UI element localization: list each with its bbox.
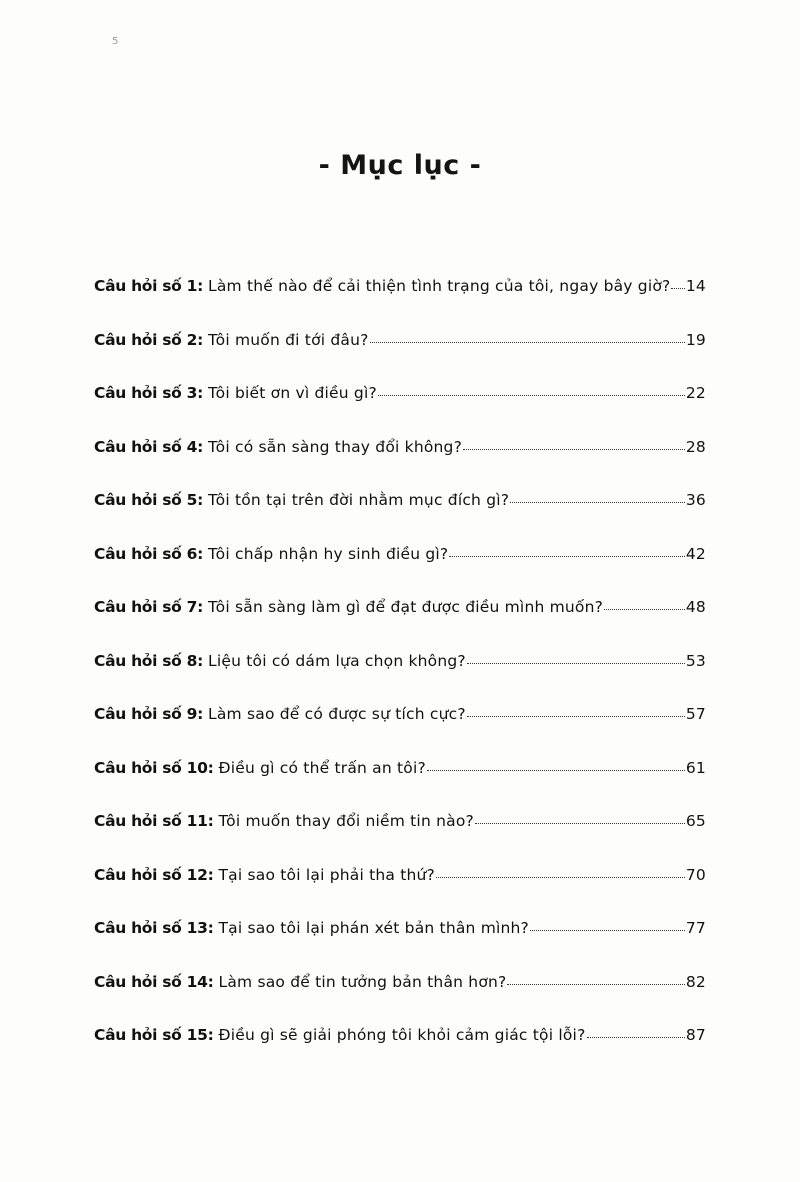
toc-entry-title: Tại sao tôi lại phải tha thứ?	[218, 865, 435, 884]
toc-entry	[94, 487, 706, 541]
toc-entry-page-number: 82	[685, 972, 706, 991]
toc-dot-leader	[427, 769, 685, 771]
toc-dot-leader	[530, 929, 685, 931]
toc-entry-title: Tôi muốn đi tới đâu?	[208, 330, 369, 349]
toc-dot-leader	[507, 983, 684, 985]
toc-entry-page-number: 14	[685, 277, 706, 295]
table-of-contents	[94, 273, 706, 1076]
toc-entry-label: Câu hỏi số 11:	[94, 812, 214, 830]
toc-entry-title: Tôi sẵn sàng làm gì để đạt được điều mình muốn?	[208, 598, 604, 616]
toc-entry	[94, 648, 706, 702]
toc-entry-page-number: 65	[685, 812, 706, 830]
toc-entry-page-number: 57	[685, 705, 706, 723]
toc-entry-page-number: 19	[685, 330, 706, 349]
toc-entry-page-number: 53	[685, 651, 706, 670]
toc-entry-title: Tôi tồn tại trên đời nhằm mục đích gì?	[208, 491, 510, 509]
toc-entry-label: Câu hỏi số 5:	[94, 491, 204, 509]
toc-entry-label: Câu hỏi số 9:	[94, 705, 204, 723]
toc-entry	[94, 755, 706, 809]
toc-entry	[94, 273, 706, 327]
toc-entry-page-number: 70	[685, 865, 706, 884]
toc-entry	[94, 915, 706, 969]
toc-dot-leader	[370, 341, 685, 343]
toc-dot-leader	[436, 876, 685, 878]
toc-entry-label: Câu hỏi số 15:	[94, 1026, 214, 1044]
toc-entry-title: Tôi biết ơn vì điều gì?	[208, 384, 377, 402]
toc-entry-title: Làm thế nào để cải thiện tình trạng của tôi, ngay bây giờ?	[208, 277, 671, 295]
toc-entry-page-number: 77	[685, 919, 706, 937]
toc-entry-label: Câu hỏi số 8:	[94, 651, 204, 670]
toc-entry-label: Câu hỏi số 1:	[94, 277, 204, 295]
toc-dot-leader	[467, 715, 685, 717]
toc-dot-leader	[463, 448, 685, 450]
toc-dot-leader	[475, 822, 685, 824]
toc-entry-label: Câu hỏi số 13:	[94, 919, 214, 937]
toc-entry	[94, 541, 706, 595]
toc-entry-label: Câu hỏi số 14:	[94, 972, 214, 991]
toc-entry-title: Làm sao để tin tưởng bản thân hơn?	[218, 972, 507, 991]
toc-dot-leader	[467, 662, 685, 664]
toc-entry-label: Câu hỏi số 6:	[94, 544, 204, 563]
toc-dot-leader	[378, 394, 685, 396]
toc-entry-title: Làm sao để có được sự tích cực?	[208, 705, 466, 723]
toc-entry-page-number: 22	[685, 384, 706, 402]
toc-entry-label: Câu hỏi số 12:	[94, 865, 214, 884]
toc-entry	[94, 434, 706, 488]
toc-entry-title: Tại sao tôi lại phán xét bản thân mình?	[218, 919, 529, 937]
toc-dot-leader	[449, 555, 685, 557]
toc-entry-page-number: 36	[685, 491, 706, 509]
toc-entry-label: Câu hỏi số 4:	[94, 437, 204, 456]
toc-entry-page-number: 48	[685, 598, 706, 616]
toc-entry-title: Điều gì sẽ giải phóng tôi khỏi cảm giác tội lỗi?	[218, 1026, 586, 1044]
toc-entry-page-number: 87	[685, 1026, 706, 1044]
toc-dot-leader	[671, 287, 684, 289]
toc-dot-leader	[510, 501, 685, 503]
toc-entry-label: Câu hỏi số 3:	[94, 384, 204, 402]
toc-entry	[94, 969, 706, 1023]
toc-entry	[94, 1022, 706, 1076]
toc-entry-label: Câu hỏi số 7:	[94, 598, 204, 616]
toc-entry	[94, 862, 706, 916]
toc-dot-leader	[604, 608, 685, 610]
toc-entry	[94, 594, 706, 648]
page-title: - Mục lục -	[318, 150, 482, 181]
toc-entry-page-number: 42	[685, 544, 706, 563]
toc-entry-title: Liệu tôi có dám lựa chọn không?	[208, 651, 466, 670]
toc-entry	[94, 327, 706, 381]
toc-entry-title: Tôi có sẵn sàng thay đổi không?	[208, 437, 463, 456]
toc-entry-page-number: 61	[685, 758, 706, 777]
toc-entry-title: Điều gì có thể trấn an tôi?	[218, 758, 426, 777]
page-mark: 5	[112, 36, 119, 47]
toc-entry-page-number: 28	[685, 437, 706, 456]
toc-entry-label: Câu hỏi số 2:	[94, 330, 204, 349]
toc-entry	[94, 701, 706, 755]
toc-entry-title: Tôi chấp nhận hy sinh điều gì?	[208, 544, 449, 563]
toc-dot-leader	[587, 1036, 685, 1038]
toc-entry	[94, 808, 706, 862]
toc-entry-label: Câu hỏi số 10:	[94, 758, 214, 777]
toc-entry-title: Tôi muốn thay đổi niềm tin nào?	[218, 812, 474, 830]
toc-entry	[94, 380, 706, 434]
